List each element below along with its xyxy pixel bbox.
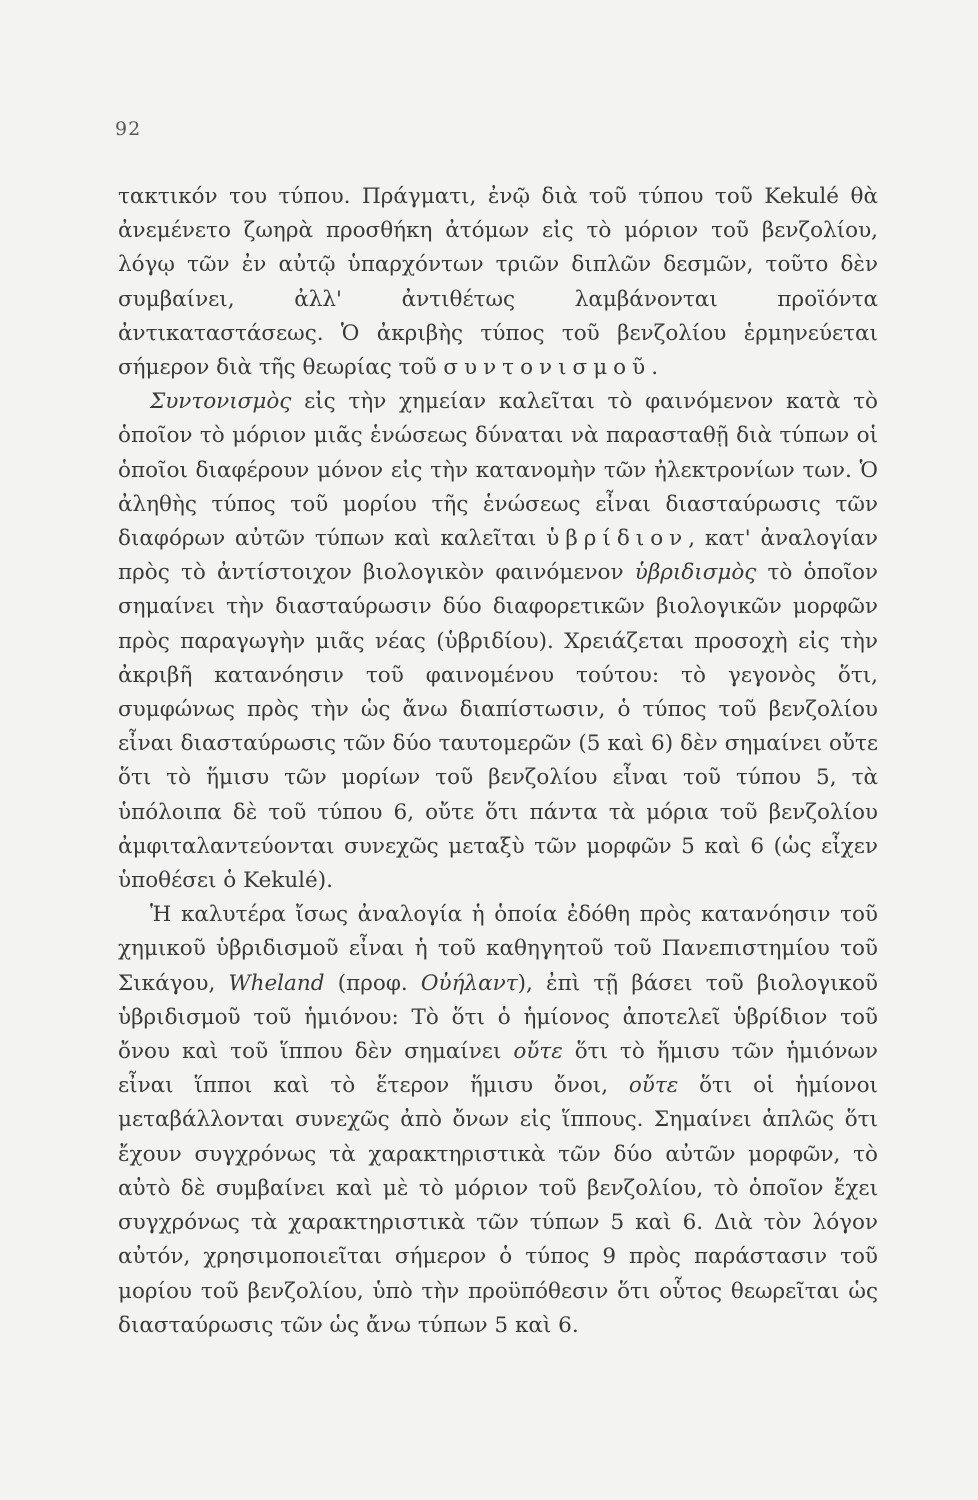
text-run: τακτικόν του τύπου. Πράγματι, ἐνῷ διὰ τοῦ τύπου τοῦ Kekulé θὰ ἀνεμένετο ζωηρὰ προσθήκη ἀτόμων εἰς τὸ μόριον τοῦ βενζολίου, λόγῳ τῶν ἐν αὐτῷ ὑπαρχόντων τριῶν διπλῶν δεσμῶν, τοῦτο δὲν συμβαίνει, ἀλλ' ἀντιθέτως λαμβάνονται προϊόντα ἀντικαταστάσεως. Ὁ ἀκριβὴς τύπος τοῦ βενζολίου ἑρμηνεύεται σήμερον διὰ τῆς θεωρίας τοῦ (118, 184, 878, 381)
spaced-term-syntonismou: συντονισμοῦ (443, 355, 652, 381)
paragraph-2 (118, 385, 878, 898)
spaced-term-hybridion: ὑβρίδιον (546, 526, 689, 552)
italic-word-oute: οὔτε (513, 1039, 563, 1065)
text-run: τὸ ὁποῖον σημαίνει τὴν διασταύρωσιν δύο διαφορετικῶν βιολογικῶν μορφῶν πρὸς παραγωγὴν μιᾶς νέας (ὑβριδίου). Χρειάζεται προσοχὴ εἰς τὴν ἀκριβῆ κατανόησιν τοῦ φαινομένου τούτου: τὸ γεγονὸς ὅτι, συμφώνως πρὸς τὴν ὡς ἄνω διαπίστωσιν, ὁ τύπος τοῦ βενζολίου εἶναι διασταύρωσις τῶν δύο ταυτομερῶν (5 καὶ 6) δὲν σημαίνει οὔτε ὅτι τὸ ἥμισυ τῶν μορίων τοῦ βενζολίου εἶναι τοῦ τύπου 5, τὰ ὑπόλοιπα δὲ τοῦ τύπου 6, οὔτε ὅτι πάντα τὰ μόρια τοῦ βενζολίου ἀμφιταλαντεύονται συνεχῶς μεταξὺ τῶν μορφῶν 5 καὶ 6 (ὡς εἶχεν ὑποθέσει ὁ Kekulé). (118, 560, 878, 894)
text-run: , κατ' ἀναλογίαν πρὸς τὸ ἀντίστοιχον βιολογικὸν φαινόμενον (118, 526, 879, 586)
body-text (118, 180, 878, 1343)
page-number: 92 (115, 118, 142, 140)
italic-name-pronunciation: Οὐήλαντ (420, 970, 518, 996)
text-run: Ἡ καλυτέρα ἴσως ἀναλογία ἡ ὁποία ἐδόθη πρὸς κατανόησιν τοῦ χημικοῦ ὑβριδισμοῦ εἶναι ἡ τοῦ καθηγητοῦ τοῦ Πανεπιστημίου τοῦ Σικάγου, (118, 902, 878, 996)
text-run: . (651, 355, 659, 381)
text-run: (προφ. (324, 970, 421, 996)
text-run: εἰς τὴν χημείαν καλεῖται τὸ φαινόμενον κατὰ τὸ ὁποῖον τὸ μόριον μιᾶς ἑνώσεως δύναται νὰ παρασταθῇ διὰ τύπων οἱ ὁποῖοι διαφέρουν μόνον εἰς τὴν κατανομὴν τῶν ἠλεκτρονίων των. Ὁ ἀληθὴς τύπος τοῦ μορίου τῆς ἑνώσεως εἶναι διασταύρωσις τῶν διαφόρων αὐτῶν τύπων καὶ καλεῖται (118, 389, 878, 552)
italic-name-wheland: Wheland (228, 970, 325, 996)
text-run: ὅτι τὸ ἥμισυ τῶν ἡμιόνων εἶναι ἵπποι καὶ τὸ ἕτερον ἥμισυ ὄνοι, (118, 1039, 878, 1099)
paragraph-3 (118, 898, 878, 1343)
paragraph-1 (118, 180, 878, 385)
text-run: ὅτι οἱ ἡμίονοι μεταβάλλονται συνεχῶς ἀπὸ ὄνων εἰς ἵππους. Σημαίνει ἁπλῶς ὅτι ἔχουν συγχρόνως τὰ χαρακτηριστικὰ τῶν δύο αὐτῶν μορφῶν, τὸ αὐτὸ δὲ συμβαίνει καὶ μὲ τὸ μόριον τοῦ βενζολίου, τὸ ὁποῖον ἔχει συγχρόνως τὰ χαρακτηριστικὰ τῶν τύπων 5 καὶ 6. Διὰ τὸν λόγον αὐτόν, χρησιμοποιεῖται σήμερον ὁ τύπος 9 πρὸς παράστασιν τοῦ μορίου τοῦ βενζολίου, ὑπὸ τὴν προϋπόθεσιν ὅτι οὗτος θεωρεῖται ὡς διασταύρωσις τῶν ὡς ἄνω τύπων 5 καὶ 6. (118, 1073, 878, 1338)
text-run: ), ἐπὶ τῇ βάσει τοῦ βιολογικοῦ ὑβριδισμοῦ τοῦ ἡμιόνου: Τὸ ὅτι ὁ ἡμίονος ἀποτελεῖ ὑβρίδιον τοῦ ὄνου καὶ τοῦ ἵππου δὲν σημαίνει (118, 970, 878, 1065)
italic-term-syntonismos: Συντονισμὸς (150, 389, 292, 415)
italic-term-hybridismos: ὑβριδισμὸς (634, 560, 757, 586)
italic-word-oute: οὔτε (628, 1073, 679, 1099)
